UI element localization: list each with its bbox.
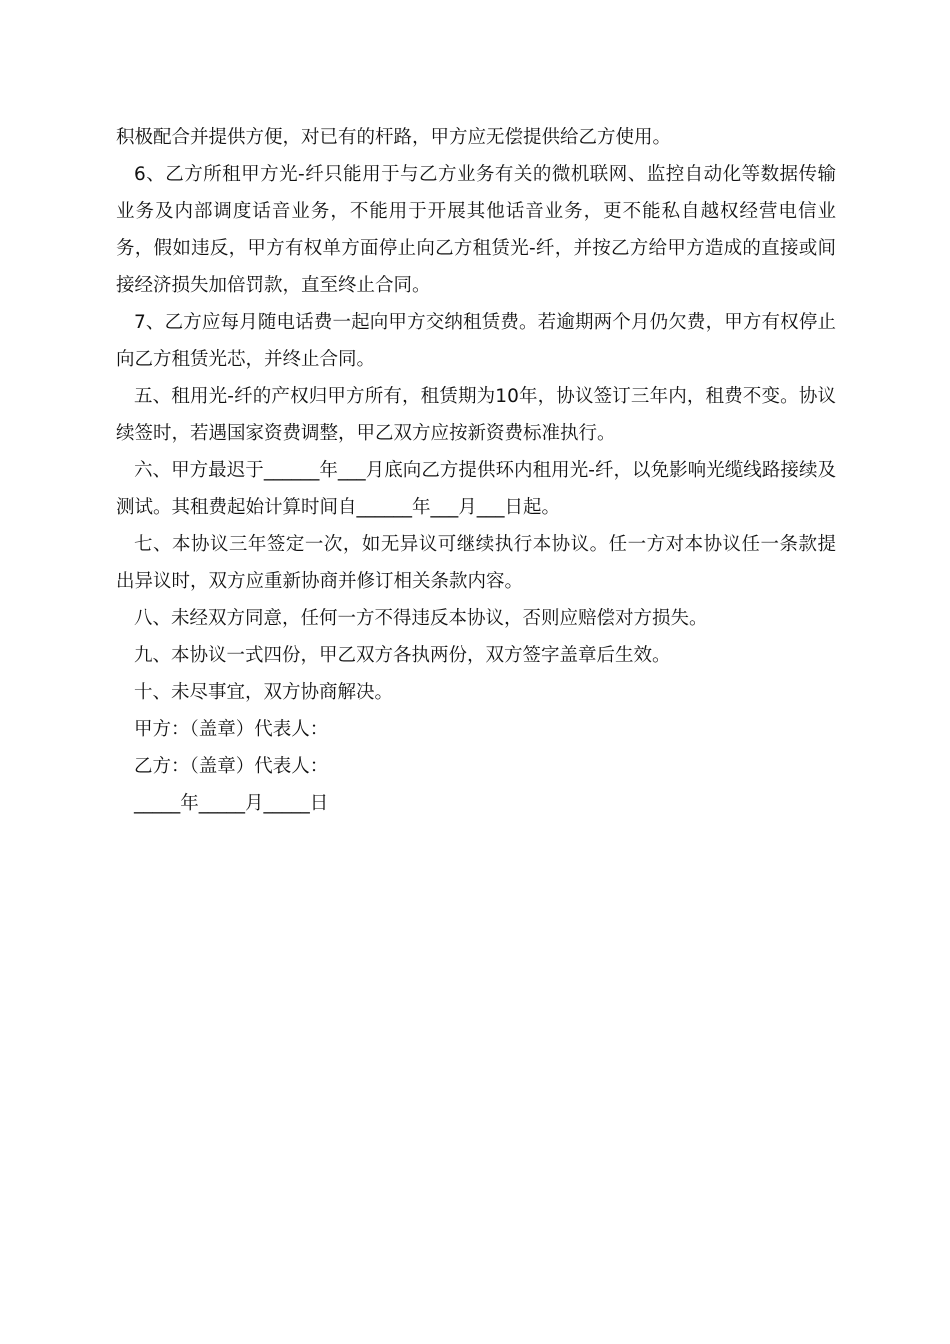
document-body <box>116 119 836 822</box>
article-6-paragraph: 六、甲方最迟于______年___月底向乙方提供环内租用光-纤，以免影响光缆线路接续及测试。其租费起始计算时间自______年___月___日起。 <box>116 460 836 518</box>
paragraph-continuation: 积极配合并提供方便，对已有的杆路，甲方应无偿提供给乙方使用。 <box>116 127 672 148</box>
party-b-signature-line: 乙方：（盖章）代表人： <box>134 756 329 777</box>
article-9-paragraph: 九、本协议一式四份，甲乙双方各执两份，双方签字盖章后生效。 <box>134 645 671 666</box>
clause-6-paragraph: 6、乙方所租甲方光-纤只能用于与乙方业务有关的微机联网、监控自动化等数据传输业务及内部调度话音业务，不能用于开展其他话音业务，更不能私自越权经营电信业务，假如违反，甲方有权单方面停止向乙方租赁光-纤，并按乙方给甲方造成的直接或间接经济损失加倍罚款，直至终止合同。 <box>116 164 836 296</box>
article-7-paragraph: 七、本协议三年签定一次，如无异议可继续执行本协议。任一方对本协议任一条款提出异议时，双方应重新协商并修订相关条款内容。 <box>116 534 836 592</box>
party-a-signature-line: 甲方：（盖章）代表人： <box>134 719 329 740</box>
clause-7-paragraph: 7、乙方应每月随电话费一起向甲方交纳租赁费。若逾期两个月仍欠费，甲方有权停止向乙方租赁光芯，并终止合同。 <box>116 312 836 370</box>
article-5-paragraph: 五、租用光-纤的产权归甲方所有，租赁期为10年，协议签订三年内，租费不变。协议续签时，若遇国家资费调整，甲乙双方应按新资费标准执行。 <box>116 386 836 444</box>
date-line: _____年_____月_____日 <box>134 793 329 814</box>
article-8-paragraph: 八、未经双方同意，任何一方不得违反本协议，否则应赔偿对方损失。 <box>134 608 708 629</box>
article-10-paragraph: 十、未尽事宜，双方协商解决。 <box>134 682 394 703</box>
